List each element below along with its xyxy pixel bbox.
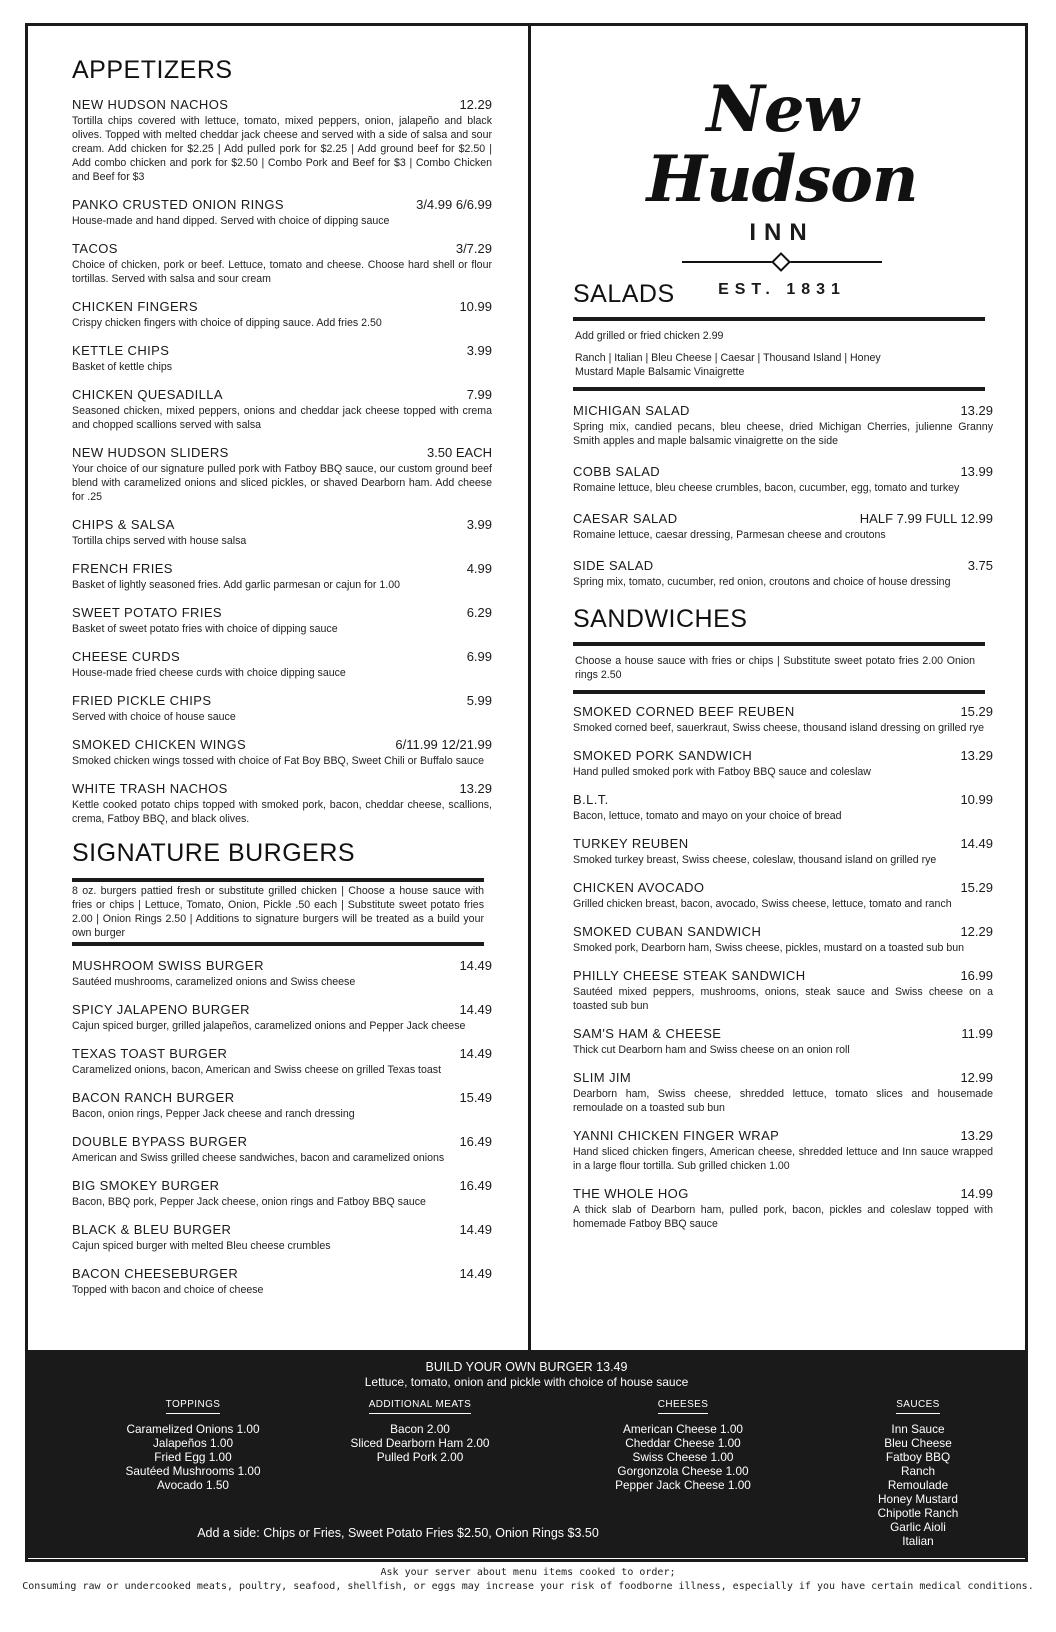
menu-item: [573, 880, 993, 911]
menu-item: [573, 792, 993, 823]
item-description: House-made and hand dipped. Served with choice of dipping sauce: [72, 215, 390, 227]
toppings-column: [118, 1396, 268, 1492]
item-name: COBB SALAD: [573, 464, 661, 479]
item-name: FRENCH FRIES: [72, 561, 173, 576]
item-description: Hand sliced chicken fingers, American cheese, shredded lettuce and Inn sauce wrapped in a large flour tortilla. Sub grilled chicken 1.00: [573, 1146, 993, 1172]
item-name: KETTLE CHIPS: [72, 343, 170, 358]
item-name: TURKEY REUBEN: [573, 836, 689, 851]
menu-item: [72, 387, 492, 432]
item-description: Cajun spiced burger with melted Bleu cheese crumbles: [72, 1240, 331, 1252]
item-description: Romaine lettuce, caesar dressing, Parmesan cheese and croutons: [573, 529, 886, 541]
list-item: American Cheese 1.00: [622, 1422, 743, 1436]
item-price: 12.29: [459, 97, 492, 112]
item-name: FRIED PICKLE CHIPS: [72, 693, 212, 708]
item-price: 14.49: [960, 836, 993, 851]
item-description: Smoked pork, Dearborn ham, Swiss cheese, pickles, mustard on a toasted sub bun: [573, 942, 964, 954]
item-description: Basket of sweet potato fries with choice of dipping sauce: [72, 623, 338, 635]
list-item: Remoulade: [887, 1478, 949, 1492]
item-price: 6.29: [466, 605, 492, 620]
sauces-column: [848, 1396, 988, 1548]
item-description: Served with choice of house sauce: [72, 711, 236, 723]
logo-script: New Hudson: [646, 72, 918, 217]
item-price: 14.49: [459, 1002, 492, 1017]
footer-line-2: Consuming raw or undercooked meats, poultry, seafood, shellfish, or eggs may increase your risk of foodborne illness, especially if you have certain medical conditions.: [22, 1581, 1034, 1592]
item-description: House-made fried cheese curds with choice dipping sauce: [72, 667, 346, 679]
list-item: Ranch: [900, 1464, 936, 1478]
item-price: 13.29: [960, 748, 993, 763]
item-name: B.L.T.: [573, 792, 609, 807]
footer-disclaimer: [0, 1566, 1056, 1594]
item-description: Smoked chicken wings tossed with choice of Fat Boy BBQ, Sweet Chili or Buffalo sauce: [72, 755, 484, 767]
item-description: Spring mix, candied pecans, bleu cheese, dried Michigan Cherries, julienne Granny Smith apples and maple balsamic vinaigrette on the side: [573, 421, 993, 447]
list-item: Bacon 2.00: [390, 1422, 450, 1436]
item-description: Crispy chicken fingers with choice of dipping sauce. Add fries 2.50: [72, 317, 382, 329]
menu-item: [72, 299, 492, 330]
item-name: CHICKEN AVOCADO: [573, 880, 705, 895]
item-price: 13.29: [459, 781, 492, 796]
menu-item: [573, 511, 993, 542]
list-item: Avocado 1.50: [157, 1478, 229, 1492]
item-price: 5.99: [466, 693, 492, 708]
item-name: BACON RANCH BURGER: [72, 1090, 235, 1105]
item-price: 13.99: [960, 464, 993, 479]
item-price: 14.49: [459, 958, 492, 973]
item-description: Basket of lightly seasoned fries. Add garlic parmesan or cajun for 1.00: [72, 579, 400, 591]
item-name: SMOKED CHICKEN WINGS: [72, 737, 247, 752]
item-price: 16.99: [960, 968, 993, 983]
list-item: Pepper Jack Cheese 1.00: [615, 1478, 751, 1492]
list-item: Italian: [902, 1534, 934, 1548]
left-column: [72, 56, 492, 1310]
sandwiches-rule-bottom: [573, 690, 985, 694]
menu-item: [72, 605, 492, 636]
burgers-rule-bottom: [72, 942, 484, 946]
item-price: 15.49: [459, 1090, 492, 1105]
item-description: Basket of kettle chips: [72, 361, 173, 373]
item-name: CHICKEN FINGERS: [72, 299, 198, 314]
item-description: Bacon, lettuce, tomato and mayo on your choice of bread: [573, 810, 842, 822]
sandwiches-rule-top: [573, 642, 985, 646]
burger-list: [72, 958, 492, 1297]
item-price: 13.29: [960, 403, 993, 418]
item-description: Dearborn ham, Swiss cheese, shredded lettuce, tomato slices and housemade remoulade on a toasted sub bun: [573, 1088, 993, 1114]
list-item: Sautéed Mushrooms 1.00: [125, 1464, 261, 1478]
item-price: 6.99: [466, 649, 492, 664]
menu-item: [72, 1002, 492, 1033]
item-description: Choice of chicken, pork or beef. Lettuce, tomato and cheese. Choose hard shell or flour tortillas. Served with salsa and sour cream: [72, 259, 492, 285]
build-your-own-band: [28, 1350, 1025, 1558]
cheeses-heading: CHEESES: [658, 1398, 709, 1414]
list-item: Gorgonzola Cheese 1.00: [617, 1464, 749, 1478]
item-name: NEW HUDSON SLIDERS: [72, 445, 229, 460]
list-item: Garlic Aioli: [890, 1520, 946, 1534]
item-price: 13.29: [960, 1128, 993, 1143]
list-item: Cheddar Cheese 1.00: [625, 1436, 741, 1450]
item-name: BIG SMOKEY BURGER: [72, 1178, 220, 1193]
item-name: SMOKED PORK SANDWICH: [573, 748, 753, 763]
menu-item: [72, 1178, 492, 1209]
menu-item: [573, 836, 993, 867]
burgers-note: 8 oz. burgers pattied fresh or substitute grilled chicken | Choose a house sauce with fries or chips | Lettuce, Tomato, Onion, Pickle .50 each | Substitute sweet potato fries 2.00 | Onion Rings 2.50 | Additions to signature burgers will be treated as a build your own burger: [72, 885, 484, 939]
item-price: 14.49: [459, 1222, 492, 1237]
item-description: Kettle cooked potato chips topped with smoked pork, bacon, cheddar cheese, scallions, crema, Fatboy BBQ, and black olives.: [72, 799, 492, 825]
item-description: Sautéed mushrooms, caramelized onions and Swiss cheese: [72, 976, 356, 988]
item-price: 10.99: [459, 299, 492, 314]
item-description: Your choice of our signature pulled pork with Fatboy BBQ sauce, our custom ground beef blend with caramelized onions and sliced pickles, or shaved Dearborn ham. Add cheese for .25: [72, 463, 492, 503]
item-price: HALF 7.99 FULL 12.99: [859, 511, 993, 526]
list-item: Chipotle Ranch: [877, 1506, 959, 1520]
salads-rule-top: [573, 317, 985, 321]
item-price: 14.49: [459, 1046, 492, 1061]
item-description: A thick slab of Dearborn ham, pulled pork, bacon, pickles and coleslaw topped with homemade Fatboy BBQ sauce: [573, 1204, 993, 1230]
menu-item: [573, 1070, 993, 1115]
item-description: Topped with bacon and choice of cheese: [72, 1284, 264, 1296]
cheeses-list: [598, 1422, 768, 1492]
menu-item: [72, 1266, 492, 1297]
item-price: 3/7.29: [455, 241, 492, 256]
menu-item: [573, 704, 993, 735]
menu-item: [72, 1046, 492, 1077]
item-price: 12.29: [960, 924, 993, 939]
item-name: SWEET POTATO FRIES: [72, 605, 222, 620]
item-name: SLIM JIM: [573, 1070, 632, 1085]
column-divider: [528, 25, 531, 1350]
item-description: Seasoned chicken, mixed peppers, onions and cheddar jack cheese topped with crema and chopped scallions served with salsa: [72, 405, 492, 431]
item-price: 6/11.99 12/21.99: [395, 737, 492, 752]
list-item: Fatboy BBQ: [885, 1450, 951, 1464]
item-price: 4.99: [466, 561, 492, 576]
item-description: American and Swiss grilled cheese sandwiches, bacon and caramelized onions: [72, 1152, 445, 1164]
menu-item: [573, 403, 993, 448]
item-name: SMOKED CUBAN SANDWICH: [573, 924, 762, 939]
item-description: Bacon, onion rings, Pepper Jack cheese and ranch dressing: [72, 1108, 355, 1120]
logo-est: EST. 1831: [718, 281, 846, 298]
menu-item: [72, 97, 492, 184]
item-description: Tortilla chips served with house salsa: [72, 535, 247, 547]
item-price: 7.99: [466, 387, 492, 402]
burgers-rule-top: [72, 878, 484, 882]
item-name: DOUBLE BYPASS BURGER: [72, 1134, 248, 1149]
item-price: 3.75: [967, 558, 993, 573]
item-price: 3.99: [466, 343, 492, 358]
menu-item: [573, 1026, 993, 1057]
item-name: PANKO CRUSTED ONION RINGS: [72, 197, 285, 212]
right-column: [573, 280, 993, 1244]
meats-heading: ADDITIONAL MEATS: [369, 1398, 472, 1414]
salads-title: SALADS: [573, 280, 675, 308]
salad-list: [573, 403, 993, 589]
item-price: 3.99: [466, 517, 492, 532]
build-title: BUILD YOUR OWN BURGER 13.49: [425, 1360, 628, 1374]
burgers-title: SIGNATURE BURGERS: [72, 839, 356, 867]
salads-rule-bottom: [573, 387, 985, 391]
item-name: CHEESE CURDS: [72, 649, 181, 664]
meats-column: [340, 1396, 500, 1464]
item-description: Sautéed mixed peppers, mushrooms, onions, steak sauce and Swiss cheese on a toasted sub bun: [573, 986, 993, 1012]
item-price: 11.99: [961, 1026, 993, 1041]
item-name: PHILLY CHEESE STEAK SANDWICH: [573, 968, 806, 983]
item-description: Grilled chicken breast, bacon, avocado, Swiss cheese, lettuce, tomato and ranch: [573, 898, 952, 910]
item-name: WHITE TRASH NACHOS: [72, 781, 228, 796]
footer-line-1: Ask your server about menu items cooked to order;: [380, 1567, 676, 1578]
item-name: BLACK & BLEU BURGER: [72, 1222, 232, 1237]
list-item: Honey Mustard: [878, 1492, 958, 1506]
menu-item: [72, 958, 492, 989]
menu-item: [573, 1128, 993, 1173]
list-item: Bleu Cheese: [884, 1436, 952, 1450]
menu-item: [573, 924, 993, 955]
item-name: TACOS: [72, 241, 118, 256]
item-price: 12.99: [960, 1070, 993, 1085]
item-name: YANNI CHICKEN FINGER WRAP: [573, 1128, 780, 1143]
menu-item: [72, 693, 492, 724]
item-description: Smoked corned beef, sauerkraut, Swiss cheese, thousand island dressing on grilled rye: [573, 722, 985, 734]
logo-inn: INN: [749, 219, 815, 246]
sandwiches-title: SANDWICHES: [573, 605, 748, 633]
item-name: CHIPS & SALSA: [72, 517, 175, 532]
item-description: Romaine lettuce, bleu cheese crumbles, bacon, cucumber, egg, tomato and turkey: [573, 482, 960, 494]
sandwiches-note: Choose a house sauce with fries or chips | Substitute sweet potato fries 2.00 Onion rings 2.50: [575, 655, 975, 681]
list-item: Inn Sauce: [891, 1422, 945, 1436]
item-price: 14.99: [960, 1186, 993, 1201]
list-item: Pulled Pork 2.00: [376, 1450, 464, 1464]
item-name: TEXAS TOAST BURGER: [72, 1046, 228, 1061]
item-description: Spring mix, tomato, cucumber, red onion, croutons and choice of house dressing: [573, 576, 951, 588]
salads-note-chicken: Add grilled or fried chicken 2.99: [575, 330, 724, 342]
item-name: MICHIGAN SALAD: [573, 403, 690, 418]
item-name: CHICKEN QUESADILLA: [72, 387, 223, 402]
item-price: 10.99: [960, 792, 993, 807]
item-name: SAM'S HAM & CHEESE: [573, 1026, 722, 1041]
menu-item: [573, 748, 993, 779]
item-name: BACON CHEESEBURGER: [72, 1266, 239, 1281]
menu-item: [573, 968, 993, 1013]
add-side-note: Add a side: Chips or Fries, Sweet Potato Fries $2.50, Onion Rings $3.50: [197, 1526, 599, 1540]
item-price: 3/4.99 6/6.99: [416, 197, 492, 212]
menu-item: [72, 1134, 492, 1165]
logo-divider: [682, 261, 882, 263]
menu-item: [573, 558, 993, 589]
item-name: SMOKED CORNED BEEF REUBEN: [573, 704, 795, 719]
list-item: Jalapeños 1.00: [152, 1436, 234, 1450]
item-description: Bacon, BBQ pork, Pepper Jack cheese, onion rings and Fatboy BBQ sauce: [72, 1196, 426, 1208]
item-name: NEW HUDSON NACHOS: [72, 97, 229, 112]
sauces-list: [848, 1422, 988, 1548]
sauces-heading: SAUCES: [896, 1398, 940, 1414]
item-name: THE WHOLE HOG: [573, 1186, 689, 1201]
appetizer-list: [72, 97, 492, 826]
item-name: SIDE SALAD: [573, 558, 654, 573]
meats-list: [340, 1422, 500, 1464]
menu-item: [72, 737, 492, 768]
item-description: Hand pulled smoked pork with Fatboy BBQ sauce and coleslaw: [573, 766, 871, 778]
item-description: Caramelized onions, bacon, American and Swiss cheese on grilled Texas toast: [72, 1064, 442, 1076]
menu-item: [72, 197, 492, 228]
toppings-heading: TOPPINGS: [166, 1398, 221, 1414]
menu-item: [573, 1186, 993, 1231]
item-name: CAESAR SALAD: [573, 511, 678, 526]
item-description: Thick cut Dearborn ham and Swiss cheese on an onion roll: [573, 1044, 850, 1056]
item-description: Tortilla chips covered with lettuce, tomato, mixed peppers, onion, jalapeño and black olives. Topped with melted cheddar jack cheese and served with a side of salsa and sour cream. Add chicken for $2.25 | Add pulled pork for $2.25 | Add ground beef for $2.50 | Add combo chicken and pork for $2.50 | Combo Pork and Beef for $3 | Combo Chicken and Beef for $3: [72, 115, 492, 183]
item-price: 15.29: [960, 704, 993, 719]
menu-item: [72, 517, 492, 548]
menu-item: [72, 445, 492, 504]
menu-item: [72, 1090, 492, 1121]
item-description: Smoked turkey breast, Swiss cheese, coleslaw, thousand island on grilled rye: [573, 854, 937, 866]
item-name: SPICY JALAPENO BURGER: [72, 1002, 250, 1017]
list-item: Sliced Dearborn Ham 2.00: [350, 1436, 490, 1450]
item-price: 14.49: [459, 1266, 492, 1281]
toppings-list: [118, 1422, 268, 1492]
item-description: Cajun spiced burger, grilled jalapeños, caramelized onions and Pepper Jack cheese: [72, 1020, 466, 1032]
menu-item: [72, 1222, 492, 1253]
menu-item: [72, 561, 492, 592]
list-item: Swiss Cheese 1.00: [632, 1450, 734, 1464]
menu-item: [72, 781, 492, 826]
salads-note-dressings: Ranch | Italian | Bleu Cheese | Caesar | Thousand Island | Honey Mustard Maple Balsamic Vinaigrette: [575, 352, 881, 378]
item-price: 3.50 EACH: [426, 445, 492, 460]
list-item: Fried Egg 1.00: [154, 1450, 232, 1464]
appetizers-title: APPETIZERS: [72, 56, 233, 84]
list-item: Caramelized Onions 1.00: [126, 1422, 260, 1436]
build-subtitle: Lettuce, tomato, onion and pickle with choice of house sauce: [364, 1375, 689, 1389]
item-price: 16.49: [459, 1134, 492, 1149]
item-price: 16.49: [459, 1178, 492, 1193]
item-price: 15.29: [960, 880, 993, 895]
cheeses-column: [598, 1396, 768, 1492]
menu-item: [573, 464, 993, 495]
sandwich-list: [573, 704, 993, 1231]
item-name: MUSHROOM SWISS BURGER: [72, 958, 264, 973]
menu-item: [72, 241, 492, 286]
menu-item: [72, 649, 492, 680]
menu-item: [72, 343, 492, 374]
